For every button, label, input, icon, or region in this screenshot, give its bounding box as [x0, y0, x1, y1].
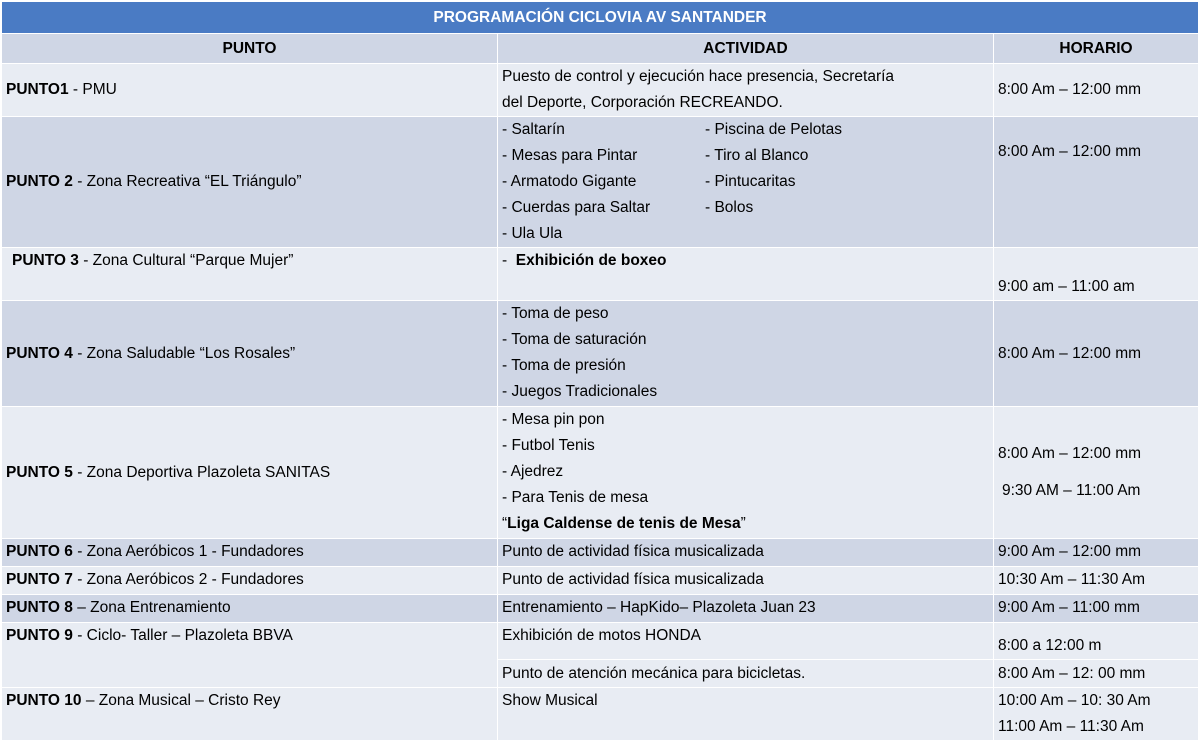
activity-cell	[498, 660, 994, 688]
point-desc: - Zona Aeróbicos 1 - Fundadores	[72, 543, 304, 560]
point-cell	[2, 301, 498, 407]
activity-cell	[498, 688, 994, 741]
schedule-time: 10:00 Am – 10: 30 Am	[998, 692, 1151, 709]
table-row	[2, 64, 1199, 117]
activity-cell	[498, 301, 994, 407]
schedule-cell	[994, 623, 1199, 660]
activity-prefix: -	[502, 252, 516, 269]
activity-line: - Pintucaritas	[705, 173, 796, 190]
point-cell	[2, 567, 498, 595]
activity-line: Puesto de control y ejecución hace presencia, Secretaría	[502, 68, 895, 85]
schedule-time: 8:00 Am – 12: 00 mm	[998, 665, 1146, 682]
schedule-table	[1, 1, 1199, 741]
table-row	[2, 595, 1199, 623]
point-desc: – Zona Entrenamiento	[72, 599, 231, 616]
schedule-time: 8:00 Am – 12:00 mm	[998, 143, 1142, 160]
point-cell	[2, 595, 498, 623]
schedule-cell	[994, 660, 1199, 688]
quote-close: ”	[740, 515, 746, 532]
schedule-cell	[994, 539, 1199, 567]
point-label: PUNTO 3	[12, 252, 79, 269]
activity-cell	[498, 623, 994, 660]
point-label: PUNTO 4	[6, 344, 73, 362]
activity-line: - Piscina de Pelotas	[705, 121, 842, 138]
activity-line: - Para Tenis de mesa	[502, 489, 649, 506]
activity-line: Entrenamiento – HapKido– Plazoleta Juan 23	[502, 599, 816, 616]
activity-line: Punto de actividad física musicalizada	[502, 571, 764, 588]
table-row	[2, 688, 1199, 741]
activity-line: Exhibición de motos HONDA	[502, 627, 701, 644]
point-desc: - Zona Aeróbicos 2 - Fundadores	[72, 571, 304, 588]
activity-highlight: Exhibición de boxeo	[515, 252, 667, 269]
activity-cell	[498, 595, 994, 623]
table-row	[2, 567, 1199, 595]
schedule-cell	[994, 407, 1199, 539]
activity-line: Punto de atención mecánica para bicicletas.	[502, 665, 806, 682]
activity-line: - Futbol Tenis	[502, 437, 595, 454]
table-row	[2, 539, 1199, 567]
point-cell	[2, 407, 498, 539]
activity-line: del Deporte, Corporación RECREANDO.	[502, 94, 783, 111]
schedule-cell	[994, 301, 1199, 407]
schedule-cell	[994, 688, 1199, 741]
point-label: PUNTO 6	[6, 543, 73, 560]
point-cell	[2, 623, 498, 688]
schedule-time: 9:30 AM – 11:00 Am	[1002, 482, 1141, 499]
activity-cell	[498, 407, 994, 539]
activity-line: - Toma de presión	[502, 357, 626, 374]
activity-line: - Saltarín	[502, 121, 565, 138]
schedule-time: 9:00 Am – 11:00 mm	[998, 599, 1140, 616]
activity-line: Punto de actividad física musicalizada	[502, 543, 764, 560]
activity-line: - Juegos Tradicionales	[502, 383, 658, 400]
activity-line-highlight	[502, 511, 989, 537]
activity-line: - Toma de peso	[502, 305, 609, 322]
activity-line: - Bolos	[705, 199, 754, 216]
table-row	[2, 407, 1199, 539]
point-desc: - Zona Cultural “Parque Mujer”	[78, 252, 294, 269]
point-label: PUNTO 10	[6, 692, 82, 709]
point-desc: – Zona Musical – Cristo Rey	[81, 692, 281, 709]
schedule-cell	[994, 248, 1199, 301]
schedule-time: 11:00 Am – 11:30 Am	[998, 718, 1144, 735]
point-desc: - PMU	[68, 81, 117, 98]
table-row	[2, 301, 1199, 407]
schedule-time: 9:00 am – 11:00 am	[998, 278, 1135, 295]
schedule-cell	[994, 117, 1199, 248]
schedule-time: 8:00 a 12:00 m	[998, 637, 1102, 654]
activity-line: - Toma de saturación	[502, 331, 647, 348]
point-label: PUNTO 5	[6, 463, 73, 481]
table-title: PROGRAMACIÓN CICLOVIA AV SANTANDER	[2, 2, 1199, 34]
schedule-time: 8:00 Am – 12:00 mm	[998, 344, 1142, 362]
point-desc: - Zona Saludable “Los Rosales”	[72, 344, 296, 362]
activity-line: - Ajedrez	[502, 463, 564, 480]
activity-line: - Mesas para Pintar	[502, 147, 638, 164]
point-cell	[2, 117, 498, 248]
header-row	[2, 34, 1199, 64]
point-desc: - Zona Recreativa “EL Triángulo”	[72, 173, 302, 190]
point-label: PUNTO 8	[6, 599, 73, 616]
header-actividad: ACTIVIDAD	[498, 34, 994, 64]
header-horario: HORARIO	[994, 34, 1199, 64]
point-cell	[2, 688, 498, 741]
activity-line: Show Musical	[502, 692, 598, 709]
activity-cell	[498, 539, 994, 567]
point-label: PUNTO1	[6, 81, 69, 98]
point-cell	[2, 539, 498, 567]
activity-line: - Armatodo Gigante	[502, 173, 637, 190]
point-label: PUNTO 7	[6, 571, 73, 588]
schedule-cell	[994, 595, 1199, 623]
table-row	[2, 623, 1199, 660]
schedule-time: 10:30 Am – 11:30 Am	[998, 571, 1146, 588]
activity-line: - Cuerdas para Saltar	[502, 199, 651, 216]
activity-cell	[498, 248, 994, 301]
activity-line: - Ula Ula	[502, 225, 563, 242]
point-cell	[2, 248, 498, 301]
activity-line: - Tiro al Blanco	[705, 147, 809, 164]
point-label: PUNTO 2	[6, 173, 73, 190]
activity-cell	[498, 64, 994, 117]
schedule-time: 8:00 Am – 12:00 mm	[998, 445, 1142, 462]
table-row	[2, 117, 1199, 248]
schedule-cell	[994, 567, 1199, 595]
schedule-time: 9:00 Am – 12:00 mm	[998, 543, 1142, 560]
activity-highlight: Liga Caldense de tenis de Mesa	[507, 515, 741, 532]
activity-cell	[498, 567, 994, 595]
point-desc: - Ciclo- Taller – Plazoleta BBVA	[72, 627, 293, 644]
schedule-cell	[994, 64, 1199, 117]
quote-open: “	[502, 515, 508, 532]
point-cell	[2, 64, 498, 117]
table-row	[2, 248, 1199, 301]
point-desc: - Zona Deportiva Plazoleta SANITAS	[72, 463, 331, 481]
point-label: PUNTO 9	[6, 627, 73, 644]
header-punto: PUNTO	[2, 34, 498, 64]
activity-cell	[498, 117, 994, 248]
schedule-time: 8:00 Am – 12:00 mm	[998, 81, 1142, 98]
activity-line: - Mesa pin pon	[502, 411, 605, 428]
